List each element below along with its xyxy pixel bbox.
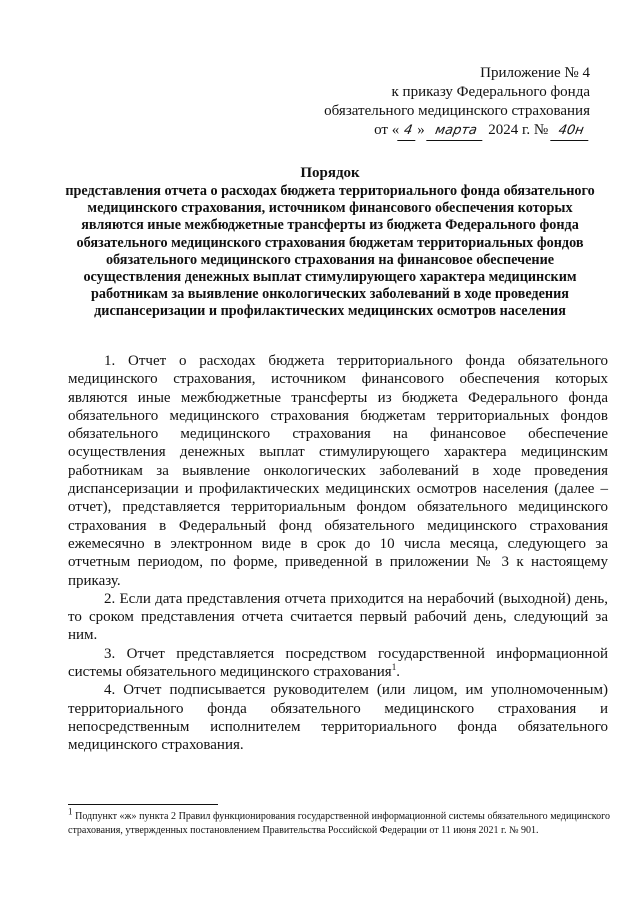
handwritten-month: марта [427, 121, 487, 141]
document-title: Порядок [300, 165, 360, 181]
date-quote-close: » [417, 122, 425, 138]
footnote-ref: 1 [391, 662, 397, 673]
paragraph-4: 4. Отчет подписывается руководителем (или лицом, им уполномоченным) территориального фонда обязательного медицинского страхования и непосредственным исполнителем территориального фонда обязательного медицинского страхования. [68, 682, 608, 754]
footnote [68, 806, 610, 838]
appendix-title: Приложение № 4 [480, 65, 590, 81]
paragraph-1: 1. Отчет о расходах бюджета территориального фонда обязательного медицинского страхования, источником финансового обеспечения которых являются иные межбюджетные трансферты из бюджета Федерального фонда обязательного медицинского страхования бюджетам территориальных фондов обязательного медицинского страхования на финансовое обеспечение осуществления денежных выплат стимулирующего характера медицинским работникам за выявление онкологических заболеваний в ходе проведения диспансеризации и профилактических медицинских осмотров населения (далее – отчет), представляется территориальным фондом обязательного медицинского страхования в Федеральный фонд обязательного медицинского страхования ежемесячно в электронном виде в срок до 10 числа месяца, следующего за отчетным периодом, по форме, приведенной в приложении № 3 к настоящему приказу. [68, 353, 608, 589]
appendix-date-line [310, 121, 590, 141]
footnote-text: Подпункт «ж» пункта 2 Правил функционирования государственной информационной системы обязательного медицинского страхования, утвержденных постановлением Правительства Российской Федерации от 11 июня 2021 г. № 901. [68, 811, 610, 836]
paragraph-2: 2. Если дата представления отчета приходится на нерабочий (выходной) день, то сроком представления отчета считается первый рабочий день, следующий за ним. [68, 590, 608, 644]
paragraph-3-text: 3. Отчет представляется посредством государственной информационной системы обязательного медицинского страхования [68, 645, 608, 681]
paragraph-3-end: . [396, 664, 400, 681]
footnote-divider [68, 804, 218, 805]
document-body [68, 352, 608, 755]
appendix-order-ref: к приказу Федерального фонда [391, 84, 590, 100]
appendix-header [310, 64, 590, 141]
paragraph-3 [68, 645, 608, 682]
handwritten-day: 4 [397, 121, 419, 141]
date-prefix: от « [374, 122, 400, 138]
appendix-fund-name: обязательного медицинского страхования [324, 103, 590, 119]
date-year: 2024 г. № [488, 122, 549, 138]
document-subtitle: представления отчета о расходах бюджета территориального фонда обязательного медицинского страхования, источником финансового обеспечения которых являются иные межбюджетные трансферты из бюджета Федерального фонда обязательного медицинского страхования бюджетам территориальных фондов обязательного медицинского страхования на финансовое обеспечение осуществления денежных выплат стимулирующего характера медицинским работникам за выявление онкологических заболеваний в ходе проведения диспансеризации и профилактических медицинских осмотров населения [65, 183, 595, 320]
handwritten-order-number: 40н [550, 121, 592, 141]
footnote-marker: 1 [68, 806, 73, 817]
